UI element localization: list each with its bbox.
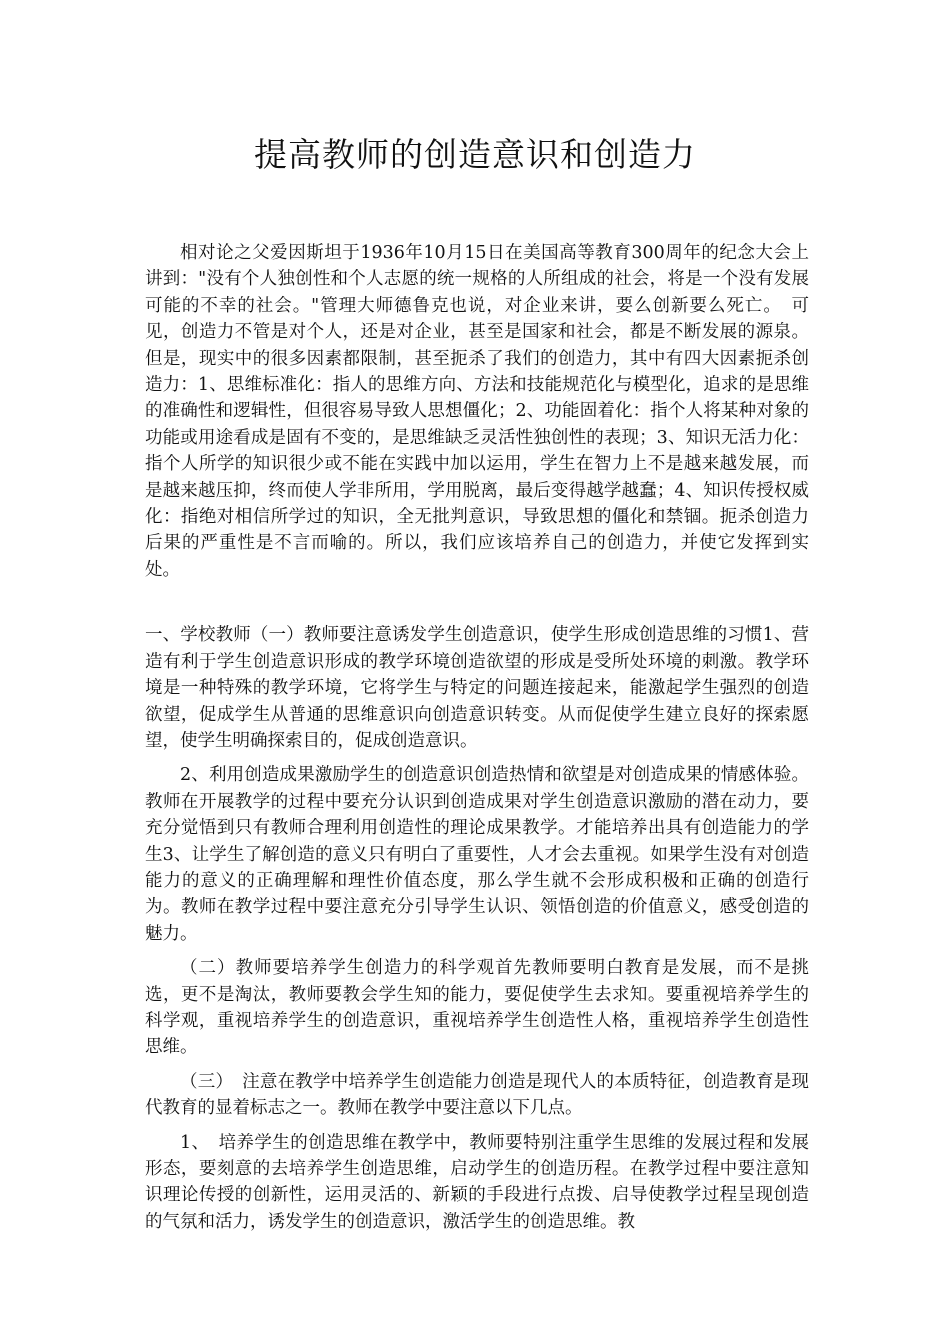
document-title: 提高教师的创造意识和创造力 [254,135,696,174]
paragraph-subsection-two: （二）教师要培养学生创造力的科学观首先教师要明白教育是发展，而不是挑选，更不是淘汰，教师要教会学生知的能力，要促使学生去求知。要重视培养学生的科学观，重视培养学生的创造意识，重视培养学生创造性人格，重视培养学生创造性思维。 [145,958,809,1058]
paragraph-point-two: 2、利用创造成果激励学生的创造意识创造热情和欲望是对创造成果的情感体验。教师在开展教学的过程中要充分认识到创造成果对学生创造意识激励的潜在动力，要充分觉悟到只有教师合理利用创造性的理论成果教学。才能培养出具有创造能力的学生3、让学生了解创造的意义只有明白了重要性，人才会去重视。如果学生没有对创造能力的意义的正确理解和理性价值态度，那么学生就不会形成积极和正确的创造行为。教师在教学过程中要注意充分引导学生认识、领悟创造的价值意义，感受创造的魅力。 [145,765,809,944]
document-body [145,240,809,1235]
paragraph-point-one: 1、 培养学生的创造思维在教学中，教师要特别注重学生思维的发展过程和发展形态，要刻意的去培养学生创造思维，启动学生的创造历程。在教学过程中要注意知识理论传授的创新性，运用灵活的、新颖的手段进行点拨、启导使教学过程呈现创造的气氛和活力，诱发学生的创造意识，激活学生的创造思维。教 [145,1132,809,1232]
paragraph-section-one: 一、学校教师（一）教师要注意诱发学生创造意识，使学生形成创造思维的习惯1、营造有利于学生创造意识形成的教学环境创造欲望的形成是受所处环境的刺激。教学环境是一种特殊的教学环境，它将学生与特定的问题连接起来，能激起学生强烈的创造欲望，促成学生从普通的思维意识向创造意识转变。从而促使学生建立良好的探索愿望，使学生明确探索目的，促成创造意识。 [145,625,809,751]
paragraph-subsection-three: （三） 注意在教学中培养学生创造能力创造是现代人的本质特征，创造教育是现代教育的显着标志之一。教师在教学中要注意以下几点。 [145,1071,809,1119]
paragraph-intro: 相对论之父爱因斯坦于1936年10月15日在美国高等教育300周年的纪念大会上讲到："没有个人独创性和个人志愿的统一规格的人所组成的社会，将是一个没有发展可能的不幸的社会。"管理大师德鲁克也说，对企业来讲，要么创新要么死亡。 可见，创造力不管是对个人，还是对企业，甚至是国家和社会，都是不断发展的源泉。但是，现实中的很多因素都限制，甚至扼杀了我们的创造力，其中有四大因素扼杀创造力：1、思维标准化：指人的思维方向、方法和技能规范化与模型化，追求的是思维的准确性和逻辑性，但很容易导致人思想僵化；2、功能固着化：指个人将某种对象的功能或用途看成是固有不变的，是思维缺乏灵活性独创性的表现；3、知识无活力化：指个人所学的知识很少或不能在实践中加以运用，学生在智力上不是越来越发展，而是越来越压抑，终而使人学非所用，学用脱离，最后变得越学越蠢；4、知识传授权威化：指绝对相信所学过的知识，全无批判意识，导致思想的僵化和禁锢。扼杀创造力后果的严重性是不言而喻的。所以，我们应该培养自己的创造力，并使它发挥到实处。 [145,243,809,580]
